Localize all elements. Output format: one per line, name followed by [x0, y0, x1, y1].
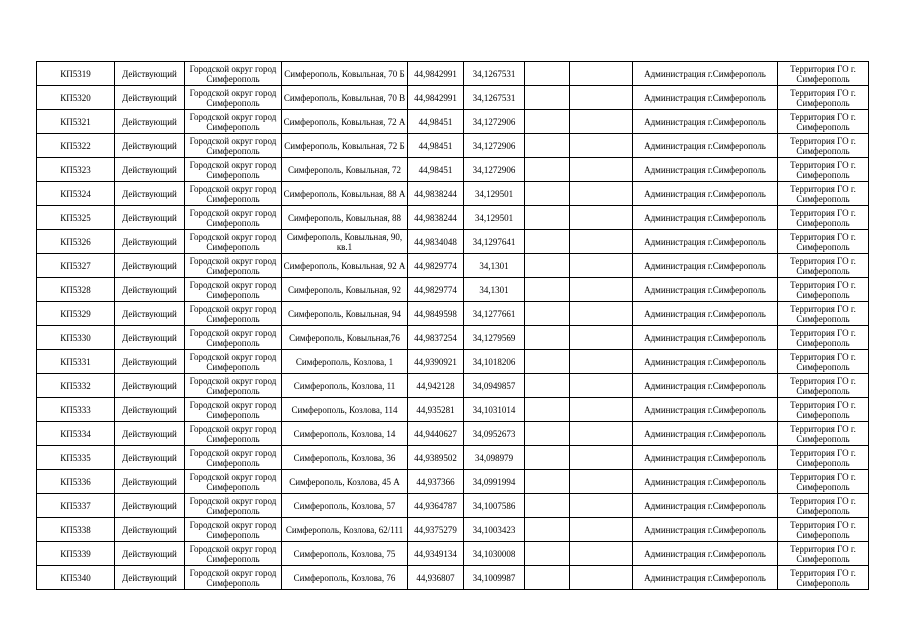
cell-latitude: 44,98451 — [408, 110, 464, 134]
cell-longitude: 34,1267531 — [464, 62, 525, 86]
cell-latitude: 44,9829774 — [408, 254, 464, 278]
cell-empty-7 — [525, 86, 570, 110]
cell-owner: Администрация г.Симферополь — [633, 422, 778, 446]
cell-status: Действующий — [115, 422, 185, 446]
cell-id: КП5329 — [37, 302, 115, 326]
cell-owner: Администрация г.Симферополь — [633, 374, 778, 398]
cell-address: Симферополь, Козлова, 76 — [282, 566, 408, 590]
cell-okrug: Городской округ город Симферополь — [185, 86, 282, 110]
cell-territory: Территория ГО г. Симферополь — [778, 494, 869, 518]
cell-empty-8 — [570, 86, 633, 110]
cell-longitude: 34,1003423 — [464, 518, 525, 542]
cell-empty-8 — [570, 62, 633, 86]
registry-table — [36, 61, 869, 590]
table-row — [37, 350, 869, 374]
table-row — [37, 374, 869, 398]
cell-empty-7 — [525, 518, 570, 542]
table-row — [37, 542, 869, 566]
cell-latitude: 44,9390921 — [408, 350, 464, 374]
cell-empty-8 — [570, 110, 633, 134]
table-row — [37, 518, 869, 542]
cell-territory: Территория ГО г. Симферополь — [778, 350, 869, 374]
cell-owner: Администрация г.Симферополь — [633, 302, 778, 326]
cell-address: Симферополь, Козлова, 75 — [282, 542, 408, 566]
cell-id: КП5320 — [37, 86, 115, 110]
cell-status: Действующий — [115, 182, 185, 206]
cell-longitude: 34,129501 — [464, 182, 525, 206]
table-row — [37, 446, 869, 470]
table-row — [37, 302, 869, 326]
table-row — [37, 326, 869, 350]
table-row — [37, 494, 869, 518]
cell-territory: Территория ГО г. Симферополь — [778, 542, 869, 566]
cell-latitude: 44,9440627 — [408, 422, 464, 446]
cell-status: Действующий — [115, 542, 185, 566]
cell-longitude: 34,1277661 — [464, 302, 525, 326]
cell-owner: Администрация г.Симферополь — [633, 494, 778, 518]
cell-id: КП5324 — [37, 182, 115, 206]
cell-longitude: 34,1267531 — [464, 86, 525, 110]
cell-longitude: 34,1007586 — [464, 494, 525, 518]
cell-address: Симферополь, Ковыльная, 70 В — [282, 86, 408, 110]
cell-okrug: Городской округ город Симферополь — [185, 326, 282, 350]
cell-territory: Территория ГО г. Симферополь — [778, 134, 869, 158]
cell-territory: Территория ГО г. Симферополь — [778, 374, 869, 398]
cell-id: КП5330 — [37, 326, 115, 350]
cell-id: КП5339 — [37, 542, 115, 566]
cell-owner: Администрация г.Симферополь — [633, 518, 778, 542]
cell-empty-7 — [525, 134, 570, 158]
cell-empty-7 — [525, 230, 570, 254]
cell-empty-7 — [525, 254, 570, 278]
cell-empty-8 — [570, 182, 633, 206]
table-row — [37, 254, 869, 278]
cell-address: Симферополь, Ковыльная, 70 Б — [282, 62, 408, 86]
cell-longitude: 34,1297641 — [464, 230, 525, 254]
cell-address: Симферополь, Ковыльная, 88 — [282, 206, 408, 230]
cell-latitude: 44,9842991 — [408, 86, 464, 110]
cell-territory: Территория ГО г. Симферополь — [778, 230, 869, 254]
cell-status: Действующий — [115, 326, 185, 350]
cell-territory: Территория ГО г. Симферополь — [778, 182, 869, 206]
cell-empty-7 — [525, 278, 570, 302]
cell-longitude: 34,1018206 — [464, 350, 525, 374]
cell-okrug: Городской округ город Симферополь — [185, 302, 282, 326]
table-body — [37, 62, 869, 590]
cell-address: Симферополь, Ковыльная,76 — [282, 326, 408, 350]
cell-territory: Территория ГО г. Симферополь — [778, 206, 869, 230]
cell-longitude: 34,1030008 — [464, 542, 525, 566]
cell-territory: Территория ГО г. Симферополь — [778, 398, 869, 422]
table-row — [37, 134, 869, 158]
cell-empty-7 — [525, 182, 570, 206]
cell-empty-8 — [570, 446, 633, 470]
cell-longitude: 34,0952673 — [464, 422, 525, 446]
cell-empty-8 — [570, 278, 633, 302]
cell-empty-8 — [570, 134, 633, 158]
cell-okrug: Городской округ город Симферополь — [185, 62, 282, 86]
cell-status: Действующий — [115, 254, 185, 278]
cell-address: Симферополь, Козлова, 1 — [282, 350, 408, 374]
table-row — [37, 86, 869, 110]
cell-empty-8 — [570, 206, 633, 230]
cell-okrug: Городской округ город Симферополь — [185, 422, 282, 446]
cell-owner: Администрация г.Симферополь — [633, 254, 778, 278]
cell-id: КП5328 — [37, 278, 115, 302]
cell-owner: Администрация г.Симферополь — [633, 398, 778, 422]
cell-empty-7 — [525, 566, 570, 590]
cell-territory: Территория ГО г. Симферополь — [778, 62, 869, 86]
cell-okrug: Городской округ город Симферополь — [185, 398, 282, 422]
cell-address: Симферополь, Ковыльная, 92 А — [282, 254, 408, 278]
cell-latitude: 44,942128 — [408, 374, 464, 398]
cell-latitude: 44,9838244 — [408, 206, 464, 230]
cell-territory: Территория ГО г. Симферополь — [778, 326, 869, 350]
table-row — [37, 206, 869, 230]
cell-latitude: 44,9838244 — [408, 182, 464, 206]
cell-latitude: 44,9842991 — [408, 62, 464, 86]
cell-okrug: Городской округ город Симферополь — [185, 518, 282, 542]
cell-status: Действующий — [115, 566, 185, 590]
cell-latitude: 44,9829774 — [408, 278, 464, 302]
cell-address: Симферополь, Ковыльная, 72 А — [282, 110, 408, 134]
cell-longitude: 34,0991994 — [464, 470, 525, 494]
cell-territory: Территория ГО г. Симферополь — [778, 302, 869, 326]
cell-longitude: 34,098979 — [464, 446, 525, 470]
cell-id: КП5321 — [37, 110, 115, 134]
cell-okrug: Городской округ город Симферополь — [185, 446, 282, 470]
cell-territory: Территория ГО г. Симферополь — [778, 566, 869, 590]
cell-territory: Территория ГО г. Симферополь — [778, 470, 869, 494]
cell-longitude: 34,1301 — [464, 254, 525, 278]
cell-empty-8 — [570, 350, 633, 374]
cell-okrug: Городской округ город Симферополь — [185, 230, 282, 254]
table-row — [37, 398, 869, 422]
cell-owner: Администрация г.Симферополь — [633, 446, 778, 470]
cell-empty-8 — [570, 518, 633, 542]
cell-longitude: 34,1272906 — [464, 158, 525, 182]
cell-okrug: Городской округ город Симферополь — [185, 542, 282, 566]
cell-id: КП5332 — [37, 374, 115, 398]
table-row — [37, 278, 869, 302]
cell-empty-8 — [570, 542, 633, 566]
cell-empty-8 — [570, 470, 633, 494]
cell-owner: Администрация г.Симферополь — [633, 206, 778, 230]
cell-id: КП5334 — [37, 422, 115, 446]
cell-latitude: 44,9364787 — [408, 494, 464, 518]
cell-longitude: 34,129501 — [464, 206, 525, 230]
cell-empty-7 — [525, 110, 570, 134]
cell-territory: Территория ГО г. Симферополь — [778, 446, 869, 470]
cell-status: Действующий — [115, 518, 185, 542]
cell-territory: Территория ГО г. Симферополь — [778, 254, 869, 278]
cell-territory: Территория ГО г. Симферополь — [778, 110, 869, 134]
cell-status: Действующий — [115, 446, 185, 470]
cell-okrug: Городской округ город Симферополь — [185, 470, 282, 494]
cell-empty-7 — [525, 542, 570, 566]
cell-okrug: Городской округ город Симферополь — [185, 182, 282, 206]
cell-empty-8 — [570, 326, 633, 350]
cell-longitude: 34,1301 — [464, 278, 525, 302]
cell-okrug: Городской округ город Симферополь — [185, 374, 282, 398]
cell-address: Симферополь, Ковыльная, 88 А — [282, 182, 408, 206]
cell-latitude: 44,9389502 — [408, 446, 464, 470]
cell-address: Симферополь, Ковыльная, 72 Б — [282, 134, 408, 158]
cell-okrug: Городской округ город Симферополь — [185, 494, 282, 518]
cell-empty-7 — [525, 446, 570, 470]
cell-status: Действующий — [115, 86, 185, 110]
cell-latitude: 44,9834048 — [408, 230, 464, 254]
table-row — [37, 62, 869, 86]
cell-id: КП5336 — [37, 470, 115, 494]
table-row — [37, 422, 869, 446]
cell-address: Симферополь, Козлова, 114 — [282, 398, 408, 422]
cell-longitude: 34,1279569 — [464, 326, 525, 350]
cell-owner: Администрация г.Симферополь — [633, 230, 778, 254]
cell-territory: Территория ГО г. Симферополь — [778, 518, 869, 542]
cell-empty-7 — [525, 62, 570, 86]
cell-longitude: 34,1272906 — [464, 134, 525, 158]
cell-empty-7 — [525, 206, 570, 230]
table-row — [37, 110, 869, 134]
cell-status: Действующий — [115, 374, 185, 398]
cell-empty-8 — [570, 158, 633, 182]
cell-latitude: 44,936807 — [408, 566, 464, 590]
cell-address: Симферополь, Козлова, 45 А — [282, 470, 408, 494]
cell-status: Действующий — [115, 110, 185, 134]
cell-empty-8 — [570, 494, 633, 518]
cell-status: Действующий — [115, 302, 185, 326]
cell-owner: Администрация г.Симферополь — [633, 62, 778, 86]
cell-address: Симферополь, Ковыльная, 92 — [282, 278, 408, 302]
cell-okrug: Городской округ город Симферополь — [185, 158, 282, 182]
cell-status: Действующий — [115, 350, 185, 374]
cell-empty-8 — [570, 374, 633, 398]
cell-okrug: Городской округ город Симферополь — [185, 566, 282, 590]
cell-latitude: 44,98451 — [408, 134, 464, 158]
cell-id: КП5340 — [37, 566, 115, 590]
table-row — [37, 470, 869, 494]
cell-latitude: 44,9849598 — [408, 302, 464, 326]
cell-owner: Администрация г.Симферополь — [633, 326, 778, 350]
cell-address: Симферополь, Козлова, 11 — [282, 374, 408, 398]
cell-empty-8 — [570, 398, 633, 422]
cell-id: КП5322 — [37, 134, 115, 158]
cell-id: КП5338 — [37, 518, 115, 542]
cell-owner: Администрация г.Симферополь — [633, 110, 778, 134]
cell-latitude: 44,935281 — [408, 398, 464, 422]
cell-id: КП5335 — [37, 446, 115, 470]
cell-status: Действующий — [115, 470, 185, 494]
cell-address: Симферополь, Ковыльная, 94 — [282, 302, 408, 326]
cell-status: Действующий — [115, 278, 185, 302]
cell-empty-7 — [525, 302, 570, 326]
cell-empty-7 — [525, 494, 570, 518]
cell-owner: Администрация г.Симферополь — [633, 158, 778, 182]
cell-empty-8 — [570, 422, 633, 446]
cell-latitude: 44,9375279 — [408, 518, 464, 542]
cell-empty-7 — [525, 374, 570, 398]
cell-owner: Администрация г.Симферополь — [633, 470, 778, 494]
cell-longitude: 34,1009987 — [464, 566, 525, 590]
cell-empty-7 — [525, 350, 570, 374]
cell-longitude: 34,1272906 — [464, 110, 525, 134]
cell-status: Действующий — [115, 206, 185, 230]
cell-empty-7 — [525, 422, 570, 446]
cell-latitude: 44,937366 — [408, 470, 464, 494]
cell-address: Симферополь, Козлова, 57 — [282, 494, 408, 518]
cell-owner: Администрация г.Симферополь — [633, 278, 778, 302]
cell-territory: Территория ГО г. Симферополь — [778, 158, 869, 182]
cell-longitude: 34,0949857 — [464, 374, 525, 398]
cell-latitude: 44,9349134 — [408, 542, 464, 566]
cell-owner: Администрация г.Симферополь — [633, 542, 778, 566]
cell-id: КП5325 — [37, 206, 115, 230]
cell-id: КП5337 — [37, 494, 115, 518]
cell-okrug: Городской округ город Симферополь — [185, 350, 282, 374]
cell-id: КП5326 — [37, 230, 115, 254]
cell-address: Симферополь, Козлова, 36 — [282, 446, 408, 470]
cell-id: КП5327 — [37, 254, 115, 278]
cell-id: КП5333 — [37, 398, 115, 422]
cell-owner: Администрация г.Симферополь — [633, 182, 778, 206]
cell-empty-8 — [570, 254, 633, 278]
cell-address: Симферополь, Ковыльная, 90, кв.1 — [282, 230, 408, 254]
cell-owner: Администрация г.Симферополь — [633, 86, 778, 110]
cell-address: Симферополь, Козлова, 14 — [282, 422, 408, 446]
cell-territory: Территория ГО г. Симферополь — [778, 278, 869, 302]
cell-empty-8 — [570, 566, 633, 590]
cell-latitude: 44,98451 — [408, 158, 464, 182]
cell-okrug: Городской округ город Симферополь — [185, 206, 282, 230]
cell-territory: Территория ГО г. Симферополь — [778, 422, 869, 446]
cell-empty-7 — [525, 398, 570, 422]
cell-address: Симферополь, Ковыльная, 72 — [282, 158, 408, 182]
cell-status: Действующий — [115, 134, 185, 158]
cell-latitude: 44,9837254 — [408, 326, 464, 350]
cell-address: Симферополь, Козлова, 62/111 — [282, 518, 408, 542]
cell-owner: Администрация г.Симферополь — [633, 134, 778, 158]
cell-empty-7 — [525, 158, 570, 182]
cell-status: Действующий — [115, 494, 185, 518]
cell-okrug: Городской округ город Симферополь — [185, 134, 282, 158]
cell-id: КП5331 — [37, 350, 115, 374]
cell-owner: Администрация г.Симферополь — [633, 350, 778, 374]
cell-longitude: 34,1031014 — [464, 398, 525, 422]
cell-owner: Администрация г.Симферополь — [633, 566, 778, 590]
table-row — [37, 182, 869, 206]
cell-id: КП5323 — [37, 158, 115, 182]
cell-okrug: Городской округ город Симферополь — [185, 110, 282, 134]
cell-okrug: Городской округ город Симферополь — [185, 254, 282, 278]
table-row — [37, 158, 869, 182]
cell-empty-7 — [525, 470, 570, 494]
table-row — [37, 230, 869, 254]
cell-status: Действующий — [115, 230, 185, 254]
cell-id: КП5319 — [37, 62, 115, 86]
cell-status: Действующий — [115, 158, 185, 182]
cell-okrug: Городской округ город Симферополь — [185, 278, 282, 302]
cell-empty-7 — [525, 326, 570, 350]
cell-territory: Территория ГО г. Симферополь — [778, 86, 869, 110]
cell-empty-8 — [570, 302, 633, 326]
cell-status: Действующий — [115, 62, 185, 86]
cell-empty-8 — [570, 230, 633, 254]
table-row — [37, 566, 869, 590]
cell-status: Действующий — [115, 398, 185, 422]
